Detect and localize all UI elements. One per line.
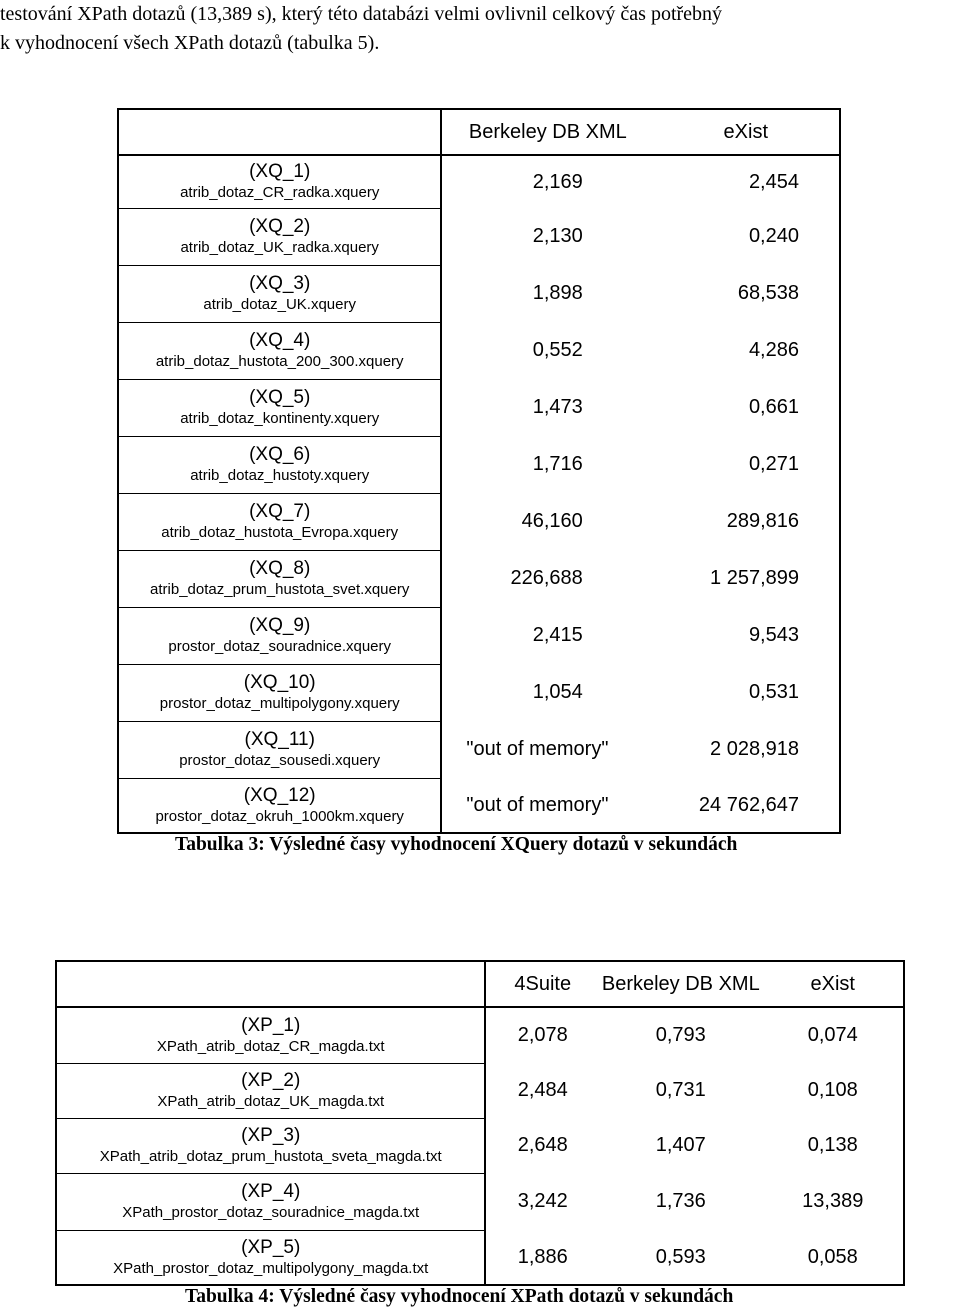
query-cell: [118, 721, 441, 778]
berkeley-value: 0,593: [655, 1245, 706, 1268]
exist-value: 1 257,899: [710, 567, 799, 589]
header-empty-cell: [56, 961, 485, 1007]
query-file: prostor_dotaz_sousedi.xquery: [179, 752, 381, 769]
table4-caption: Tabulka 4: Výsledné časy vyhodnocení XPath dotazů v sekundách: [185, 1286, 734, 1307]
table3-caption: Tabulka 3: Výsledné časy vyhodnocení XQuery dotazů v sekundách: [175, 834, 738, 855]
4suite-value: 2,648: [517, 1134, 568, 1156]
query-id: (XQ_7): [249, 501, 311, 522]
query-file: prostor_dotaz_souradnice.xquery: [168, 638, 392, 655]
berkeley-value: "out of memory": [466, 738, 609, 760]
header-berkeley: Berkeley DB XML: [599, 961, 762, 1007]
exist-value: 4,286: [748, 339, 799, 361]
exist-value: 0,531: [748, 681, 799, 703]
exist-value: 0,240: [748, 225, 799, 247]
4suite-value: 1,886: [517, 1245, 568, 1268]
exist-value: 2 028,918: [710, 738, 799, 760]
query-file: atrib_dotaz_kontinenty.xquery: [180, 410, 380, 427]
table-row: [118, 607, 840, 664]
table-row: [118, 664, 840, 721]
berkeley-value: 0,552: [532, 339, 583, 361]
query-id: (XP_3): [241, 1125, 301, 1146]
exist-value: 0,661: [748, 396, 799, 418]
query-file: XPath_atrib_dotaz_UK_magda.txt: [157, 1093, 385, 1110]
query-id: (XQ_9): [249, 615, 311, 636]
query-cell: [118, 493, 441, 550]
berkeley-value: 2,169: [532, 170, 583, 193]
query-id: (XQ_10): [243, 672, 316, 693]
exist-value: 9,543: [748, 624, 799, 646]
xpath-results-table: [55, 960, 905, 1286]
query-cell: [56, 1230, 485, 1285]
exist-value: 0,138: [807, 1134, 858, 1156]
query-id: (XQ_1): [249, 161, 311, 183]
table-header-row: [56, 961, 904, 1007]
intro-paragraph: [0, 0, 960, 58]
query-id: (XQ_4): [249, 330, 311, 351]
query-file: atrib_dotaz_UK.xquery: [203, 296, 356, 313]
table-row: [56, 1118, 904, 1173]
table-row: [118, 208, 840, 265]
intro-line-1: testování XPath dotazů (13,389 s), který této databázi velmi ovlivnil celkový čas potřebný: [0, 3, 723, 25]
query-cell: [56, 1173, 485, 1230]
query-cell: [118, 208, 441, 265]
query-cell: [118, 550, 441, 607]
table-row: [118, 379, 840, 436]
berkeley-value: 1,716: [532, 453, 583, 475]
header-exist: eXist: [763, 961, 905, 1007]
table-row: [56, 1173, 904, 1230]
query-id: (XP_4): [241, 1181, 301, 1202]
table-row: [118, 265, 840, 322]
query-file: atrib_dotaz_hustoty.xquery: [190, 467, 370, 484]
berkeley-value: 1,054: [532, 681, 583, 703]
berkeley-value: 1,407: [655, 1134, 706, 1156]
query-cell: [118, 265, 441, 322]
xquery-results-table: [117, 108, 841, 834]
query-file: atrib_dotaz_prum_hustota_svet.xquery: [150, 581, 410, 598]
query-id: (XQ_5): [249, 387, 311, 408]
exist-value: 13,389: [802, 1190, 864, 1212]
query-file: atrib_dotaz_CR_radka.xquery: [180, 184, 380, 202]
query-cell: [118, 778, 441, 833]
exist-value: 0,058: [807, 1245, 858, 1268]
query-file: prostor_dotaz_multipolygony.xquery: [159, 695, 400, 712]
table-row: [56, 1063, 904, 1118]
table-row: [118, 778, 840, 833]
table-row: [118, 721, 840, 778]
table-row: [118, 155, 840, 208]
query-cell: [56, 1118, 485, 1173]
exist-value: 2,454: [748, 170, 799, 193]
query-file: atrib_dotaz_hustota_200_300.xquery: [155, 353, 404, 370]
query-cell: [56, 1007, 485, 1063]
query-id: (XQ_3): [249, 273, 311, 294]
query-file: XPath_atrib_dotaz_prum_hustota_sveta_magda.txt: [99, 1148, 442, 1165]
berkeley-value: 1,473: [532, 396, 583, 418]
query-file: atrib_dotaz_hustota_Evropa.xquery: [161, 524, 399, 541]
query-file: prostor_dotaz_okruh_1000km.xquery: [155, 807, 404, 825]
query-id: (XP_1): [241, 1014, 301, 1036]
4suite-value: 2,078: [517, 1024, 568, 1046]
berkeley-value: 1,898: [532, 282, 583, 304]
exist-value: 24 762,647: [698, 793, 799, 816]
query-file: atrib_dotaz_UK_radka.xquery: [180, 239, 379, 256]
intro-line-2: k vyhodnocení všech XPath dotazů (tabulka 5).: [0, 32, 380, 54]
table-row: [118, 550, 840, 607]
berkeley-value: 2,415: [532, 624, 583, 646]
4suite-value: 2,484: [517, 1079, 568, 1101]
query-id: (XQ_11): [244, 729, 315, 750]
header-berkeley: Berkeley DB XML: [441, 109, 640, 155]
query-cell: [118, 607, 441, 664]
exist-value: 289,816: [726, 510, 799, 532]
berkeley-value: 2,130: [532, 225, 583, 247]
query-id: (XQ_8): [249, 558, 311, 579]
query-cell: [118, 155, 441, 208]
query-id: (XQ_2): [249, 216, 311, 237]
table-row: [56, 1230, 904, 1285]
query-id: (XP_2): [241, 1070, 301, 1091]
berkeley-value: 46,160: [521, 510, 583, 532]
query-cell: [118, 436, 441, 493]
query-cell: [118, 379, 441, 436]
query-cell: [118, 664, 441, 721]
query-cell: [56, 1063, 485, 1118]
table-row: [118, 493, 840, 550]
exist-value: 0,074: [807, 1024, 858, 1046]
query-id: (XQ_12): [243, 784, 316, 806]
query-id: (XP_5): [241, 1236, 301, 1258]
header-exist: eXist: [641, 109, 840, 155]
table-header-row: [118, 109, 840, 155]
berkeley-value: "out of memory": [466, 793, 609, 816]
query-cell: [118, 322, 441, 379]
query-id: (XQ_6): [249, 444, 311, 465]
table-row: [118, 436, 840, 493]
query-file: XPath_prostor_dotaz_multipolygony_magda.txt: [113, 1259, 429, 1277]
berkeley-value: 226,688: [510, 567, 583, 589]
berkeley-value: 1,736: [655, 1190, 706, 1212]
header-empty-cell: [118, 109, 441, 155]
header-4suite: 4Suite: [485, 961, 599, 1007]
table-row: [118, 322, 840, 379]
berkeley-value: 0,793: [655, 1024, 706, 1046]
query-file: XPath_atrib_dotaz_CR_magda.txt: [156, 1037, 385, 1055]
table-row: [56, 1007, 904, 1063]
exist-value: 0,108: [807, 1079, 858, 1101]
exist-value: 68,538: [737, 282, 799, 304]
query-file: XPath_prostor_dotaz_souradnice_magda.txt: [122, 1204, 420, 1221]
exist-value: 0,271: [748, 453, 799, 475]
berkeley-value: 0,731: [655, 1079, 706, 1101]
4suite-value: 3,242: [517, 1190, 568, 1212]
